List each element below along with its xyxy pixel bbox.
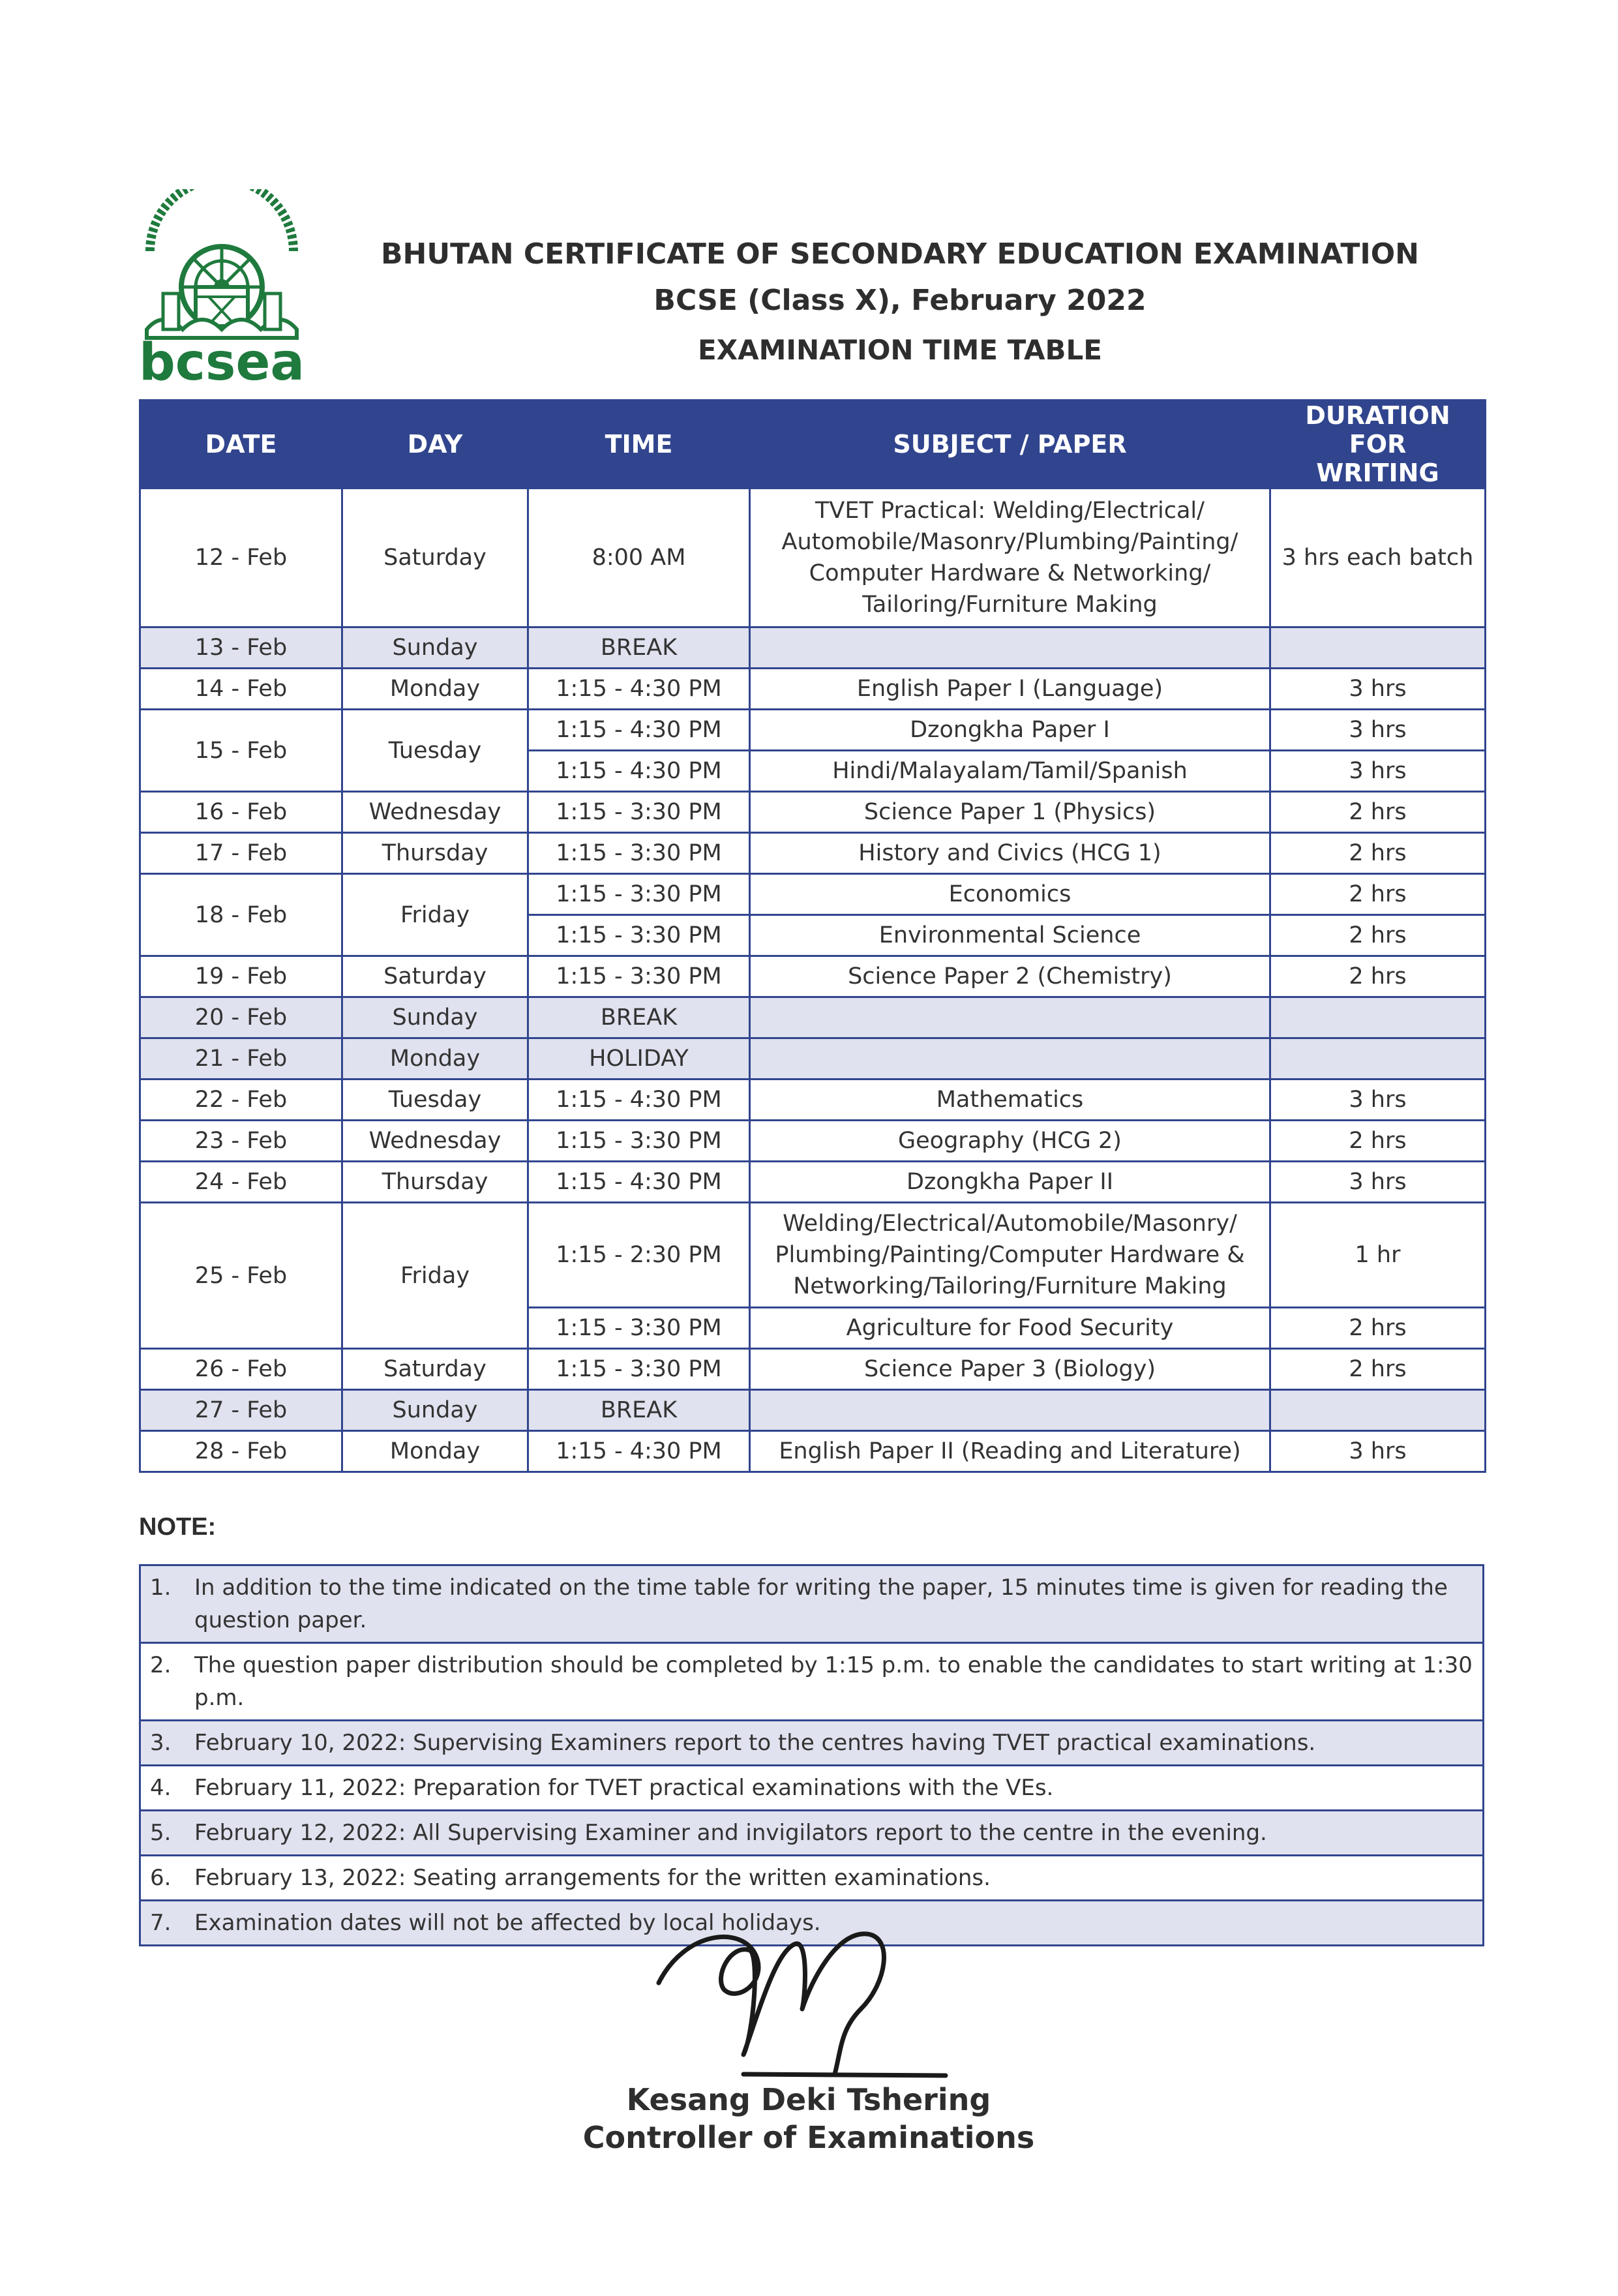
date-cell: 21 - Feb	[140, 1038, 342, 1080]
table-row	[140, 874, 1486, 915]
time-cell: 1:15 - 4:30 PM	[528, 751, 750, 792]
note-text: February 11, 2022: Preparation for TVET practical examinations with the VEs.	[194, 1775, 1054, 1801]
duration-cell: 2 hrs	[1270, 1308, 1486, 1349]
time-cell: 1:15 - 3:30 PM	[528, 1349, 750, 1390]
time-cell: 1:15 - 4:30 PM	[528, 669, 750, 710]
column-header-time: TIME	[528, 400, 750, 489]
day-cell: Thursday	[342, 1162, 528, 1203]
duration-cell: 3 hrs	[1270, 1162, 1486, 1203]
note-text: February 12, 2022: All Supervising Examiner and invigilators report to the centre in the evening.	[194, 1820, 1267, 1846]
subject-cell: Environmental Science	[750, 915, 1270, 956]
note-number: 2.	[150, 1652, 172, 1678]
table-row	[140, 833, 1486, 874]
date-cell: 24 - Feb	[140, 1162, 342, 1203]
column-header-subject: SUBJECT / PAPER	[750, 400, 1270, 489]
table-row	[140, 1038, 1486, 1080]
duration-cell: 3 hrs	[1270, 751, 1486, 792]
day-cell: Tuesday	[342, 710, 528, 792]
day-cell: Monday	[342, 1038, 528, 1080]
subject-cell: Hindi/Malayalam/Tamil/Spanish	[750, 751, 1270, 792]
document-header	[339, 235, 1461, 373]
subject-cell: Geography (HCG 2)	[750, 1121, 1270, 1162]
column-header-date: DATE	[140, 400, 342, 489]
day-cell: Saturday	[342, 956, 528, 997]
time-cell: 1:15 - 3:30 PM	[528, 833, 750, 874]
duration-cell: 3 hrs each batch	[1270, 489, 1486, 627]
time-cell: 8:00 AM	[528, 489, 750, 627]
note-number: 5.	[150, 1820, 172, 1846]
time-cell: 1:15 - 3:30 PM	[528, 956, 750, 997]
subject-cell: Dzongkha Paper II	[750, 1162, 1270, 1203]
note-item	[140, 1721, 1484, 1766]
duration-cell: 2 hrs	[1270, 833, 1486, 874]
date-cell: 23 - Feb	[140, 1121, 342, 1162]
time-cell: 1:15 - 3:30 PM	[528, 915, 750, 956]
subject-cell: Mathematics	[750, 1080, 1270, 1121]
duration-cell: 2 hrs	[1270, 915, 1486, 956]
date-cell: 17 - Feb	[140, 833, 342, 874]
note-number: 1.	[150, 1575, 172, 1601]
time-cell: 1:15 - 3:30 PM	[528, 1121, 750, 1162]
table-row	[140, 627, 1486, 669]
subject-cell: TVET Practical: Welding/Electrical/ Automobile/Masonry/Plumbing/Painting/ Computer Hardware & Networking/ Tailoring/Furniture Making	[750, 489, 1270, 627]
day-cell: Thursday	[342, 833, 528, 874]
date-cell: 12 - Feb	[140, 489, 342, 627]
table-row	[140, 669, 1486, 710]
note-number: 6.	[150, 1865, 172, 1891]
time-cell: 1:15 - 4:30 PM	[528, 1162, 750, 1203]
signatory-block	[535, 2081, 1083, 2156]
duration-cell: 2 hrs	[1270, 874, 1486, 915]
bcsea-logo	[137, 189, 307, 385]
day-cell: Saturday	[342, 1349, 528, 1390]
note-text: In addition to the time indicated on the time table for writing the paper, 15 minutes time is given for reading the question paper.	[194, 1575, 1448, 1633]
date-cell: 26 - Feb	[140, 1349, 342, 1390]
day-cell: Sunday	[342, 627, 528, 669]
duration-cell: 3 hrs	[1270, 1431, 1486, 1472]
notes-label: NOTE:	[139, 1513, 217, 1541]
note-number: 7.	[150, 1910, 172, 1936]
note-text: The question paper distribution should be completed by 1:15 p.m. to enable the candidates to start writing at 1:30 p.m.	[194, 1652, 1473, 1711]
day-cell: Saturday	[342, 489, 528, 627]
subject-cell: Science Paper 1 (Physics)	[750, 792, 1270, 833]
note-text: Examination dates will not be affected by local holidays.	[194, 1910, 821, 1936]
subject-cell: Economics	[750, 874, 1270, 915]
signatory-name: Kesang Deki Tshering	[626, 2082, 991, 2117]
exam-board-title: BHUTAN CERTIFICATE OF SECONDARY EDUCATION EXAMINATION	[381, 237, 1419, 271]
note-item	[140, 1766, 1484, 1811]
day-cell: Sunday	[342, 1390, 528, 1431]
date-cell: 20 - Feb	[140, 997, 342, 1038]
exam-subtitle: BCSE (Class X), February 2022	[653, 284, 1146, 317]
table-row	[140, 956, 1486, 997]
time-cell: 1:15 - 4:30 PM	[528, 710, 750, 751]
column-header-duration: DURATION FOR WRITING	[1270, 400, 1486, 489]
table-row	[140, 489, 1486, 627]
time-cell: 1:15 - 3:30 PM	[528, 874, 750, 915]
signatory-title: Controller of Examinations	[582, 2120, 1035, 2155]
subject-cell	[750, 1390, 1270, 1431]
date-cell: 22 - Feb	[140, 1080, 342, 1121]
subject-cell: Science Paper 3 (Biology)	[750, 1349, 1270, 1390]
day-cell: Sunday	[342, 997, 528, 1038]
table-row	[140, 1162, 1486, 1203]
subject-cell	[750, 627, 1270, 669]
note-item	[140, 1856, 1484, 1901]
note-text: February 10, 2022: Supervising Examiners report to the centres having TVET practical examinations.	[194, 1730, 1316, 1756]
day-cell: Wednesday	[342, 792, 528, 833]
table-row	[140, 1390, 1486, 1431]
table-header-row	[140, 400, 1486, 489]
date-cell: 27 - Feb	[140, 1390, 342, 1431]
handwritten-signature	[646, 1905, 959, 2094]
notes-table	[139, 1564, 1484, 1946]
table-row	[140, 710, 1486, 751]
day-cell: Tuesday	[342, 1080, 528, 1121]
date-cell: 16 - Feb	[140, 792, 342, 833]
table-row	[140, 1121, 1486, 1162]
table-row	[140, 1080, 1486, 1121]
day-cell: Friday	[342, 874, 528, 956]
subject-cell: English Paper I (Language)	[750, 669, 1270, 710]
time-cell: HOLIDAY	[528, 1038, 750, 1080]
duration-cell: 3 hrs	[1270, 669, 1486, 710]
date-cell: 19 - Feb	[140, 956, 342, 997]
date-cell: 28 - Feb	[140, 1431, 342, 1472]
time-cell: BREAK	[528, 997, 750, 1038]
note-item	[140, 1811, 1484, 1856]
date-cell: 13 - Feb	[140, 627, 342, 669]
subject-cell: Agriculture for Food Security	[750, 1308, 1270, 1349]
date-cell: 14 - Feb	[140, 669, 342, 710]
note-item	[140, 1643, 1484, 1721]
duration-cell	[1270, 1390, 1486, 1431]
note-number: 3.	[150, 1730, 172, 1756]
subject-cell	[750, 1038, 1270, 1080]
time-cell: BREAK	[528, 1390, 750, 1431]
table-row	[140, 1431, 1486, 1472]
duration-cell: 2 hrs	[1270, 1121, 1486, 1162]
time-cell: 1:15 - 4:30 PM	[528, 1080, 750, 1121]
note-number: 4.	[150, 1775, 172, 1801]
subject-cell: Dzongkha Paper I	[750, 710, 1270, 751]
column-header-day: DAY	[342, 400, 528, 489]
duration-cell: 2 hrs	[1270, 956, 1486, 997]
day-cell: Wednesday	[342, 1121, 528, 1162]
duration-cell: 3 hrs	[1270, 1080, 1486, 1121]
subject-cell: Welding/Electrical/Automobile/Masonry/ Plumbing/Painting/Computer Hardware & Networking/Tailoring/Furniture Making	[750, 1203, 1270, 1308]
duration-cell: 1 hr	[1270, 1203, 1486, 1308]
subject-cell: Science Paper 2 (Chemistry)	[750, 956, 1270, 997]
day-cell: Monday	[342, 1431, 528, 1472]
time-cell: 1:15 - 3:30 PM	[528, 792, 750, 833]
duration-cell	[1270, 997, 1486, 1038]
time-cell: 1:15 - 2:30 PM	[528, 1203, 750, 1308]
note-text: February 13, 2022: Seating arrangements for the written examinations.	[194, 1865, 991, 1891]
table-row	[140, 1349, 1486, 1390]
subject-cell	[750, 997, 1270, 1038]
day-cell: Friday	[342, 1203, 528, 1349]
time-cell: 1:15 - 4:30 PM	[528, 1431, 750, 1472]
duration-cell: 2 hrs	[1270, 792, 1486, 833]
duration-cell: 2 hrs	[1270, 1349, 1486, 1390]
note-item	[140, 1565, 1484, 1643]
day-cell: Monday	[342, 669, 528, 710]
date-cell: 25 - Feb	[140, 1203, 342, 1349]
duration-cell	[1270, 627, 1486, 669]
subject-cell: History and Civics (HCG 1)	[750, 833, 1270, 874]
timetable-title: EXAMINATION TIME TABLE	[698, 334, 1102, 366]
time-cell: 1:15 - 3:30 PM	[528, 1308, 750, 1349]
exam-timetable	[139, 399, 1486, 1473]
table-row	[140, 997, 1486, 1038]
duration-cell	[1270, 1038, 1486, 1080]
date-cell: 18 - Feb	[140, 874, 342, 956]
table-row	[140, 1203, 1486, 1308]
subject-cell: English Paper II (Reading and Literature)	[750, 1431, 1270, 1472]
duration-cell: 3 hrs	[1270, 710, 1486, 751]
date-cell: 15 - Feb	[140, 710, 342, 792]
table-row	[140, 792, 1486, 833]
time-cell: BREAK	[528, 627, 750, 669]
svg-text:bcsea: bcsea	[138, 333, 305, 385]
